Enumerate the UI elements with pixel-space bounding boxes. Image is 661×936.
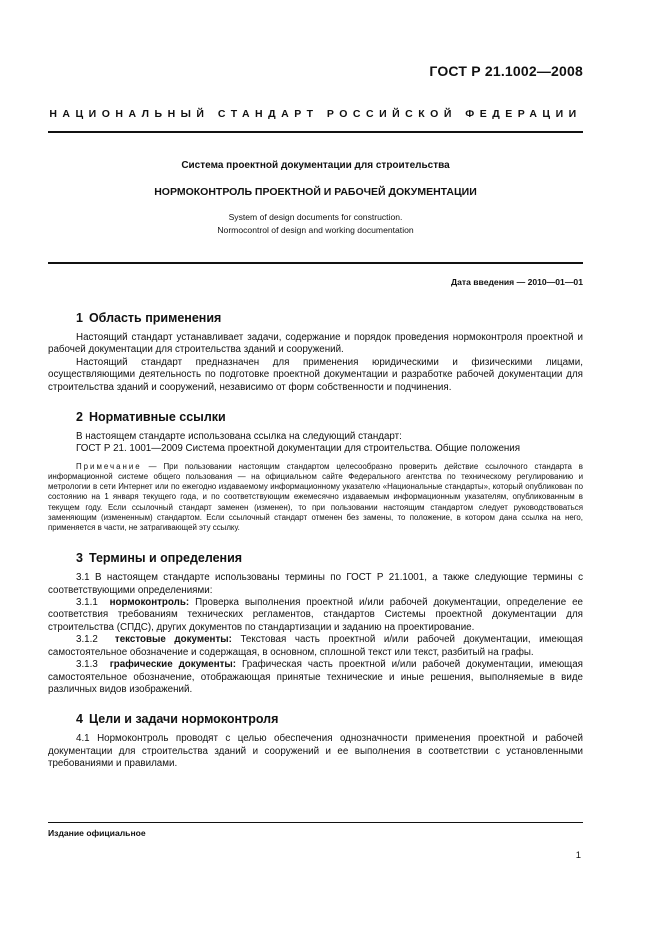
note — [48, 462, 583, 533]
document-title: НОРМОКОНТРОЛЬ ПРОЕКТНОЙ И РАБОЧЕЙ ДОКУМЕНТАЦИИ — [154, 186, 477, 198]
document-id: ГОСТ Р 21.1002—2008 — [429, 63, 583, 79]
paragraph: Настоящий стандарт устанавливает задачи, содержание и порядок проведения нормоконтроля проектной и рабочей документации для строительства зданий и сооружений. — [48, 332, 583, 356]
term-definition: 3.1.3 графические документы: Графическая часть проектной и/или рабочей документации, имеющая самостоятельное обозначение, отображающая принятые технические и иные решения, выполняемые в виде различных видов изображений. — [48, 659, 583, 695]
section-heading: 1 Область применения — [76, 311, 222, 325]
note-label: Примечание — [76, 461, 142, 471]
note-text: — При пользовании настоящим стандартом целесообразно проверить действие ссылочного стандарта в информационной системе общего пользования — на официальном сайте Федерального агентства по техническому регулированию и метрологии в сети Интернет или по ежегодно издаваемому информационному указателю «Национальные стандарты», который опубликован по состоянию на 1 января текущего года, и по соответствующим ежемесячно издаваемым информационным указателям, опубликованным в текущем году. Если ссылочный стандарт заменен (изменен), то при пользовании настоящим стандартом следует руководствоваться заменяющим (измененным) стандартом. Если ссылочный стандарт отменен без замены, то положение, в котором дана ссылка на него, применяется в части, не затрагивающей эту ссылку. — [48, 461, 583, 533]
section-heading: 3 Термины и определения — [76, 551, 243, 566]
series-title: Система проектной документации для строительства — [181, 160, 450, 171]
top-rule — [48, 131, 583, 133]
section-heading: 2 Нормативные ссылки — [76, 410, 226, 425]
term-definition: 3.1.2 текстовые документы: Текстовая часть проектной и/или рабочей документации, имеющая самостоятельное обозначение и содержащая, в основном, сплошной текст или текст, разбитый на графы. — [48, 634, 583, 658]
introduction-date: Дата введения — 2010—01—01 — [450, 277, 583, 287]
paragraph: Настоящий стандарт предназначен для применения юридическими и физическими лицами, осуществляющими деятельность по подготовке проектной документации и разработке рабочей документации для строительства зданий и сооружений, независимо от форм собственности и подчинения. — [48, 356, 583, 393]
middle-rule — [48, 262, 583, 264]
edition-label: Издание официальное — [48, 828, 146, 838]
paragraph: ГОСТ Р 21. 1001—2009 Система проектной документации для строительства. Общие положения — [76, 443, 521, 455]
english-title-line-1: System of design documents for construction. — [228, 212, 403, 222]
paragraph: 3.1 В настоящем стандарте использованы термины по ГОСТ Р 21.1001, а также следующие термины с соответствующими определениями: — [48, 572, 583, 596]
national-standard-heading: НАЦИОНАЛЬНЫЙ СТАНДАРТ РОССИЙСКОЙ ФЕДЕРАЦИИ — [49, 108, 582, 120]
document-body — [48, 303, 583, 771]
paragraph: 4.1 Нормоконтроль проводят с целью обеспечения однозначности применения проектной и рабочей документации для строительства зданий и сооружений и ее выполнения в соответствии с установленными требованиями и правилами. — [48, 733, 583, 770]
bottom-rule — [48, 822, 583, 823]
page-number: 1 — [575, 850, 581, 861]
term-definition: 3.1.1 нормоконтроль: Проверка выполнения проектной и/или рабочей документации, определение ее соответствия требованиям технических регламентов, стандартов Системы проектной документации для строительства (СПДС), других документов по стандартизации и заданию на проектирование. — [48, 597, 583, 633]
english-title-line-2: Normocontrol of design and working documentation — [217, 225, 414, 235]
paragraph: В настоящем стандарте использована ссылка на следующий стандарт: — [76, 431, 402, 443]
section-heading: 4 Цели и задачи нормоконтроля — [76, 712, 279, 727]
